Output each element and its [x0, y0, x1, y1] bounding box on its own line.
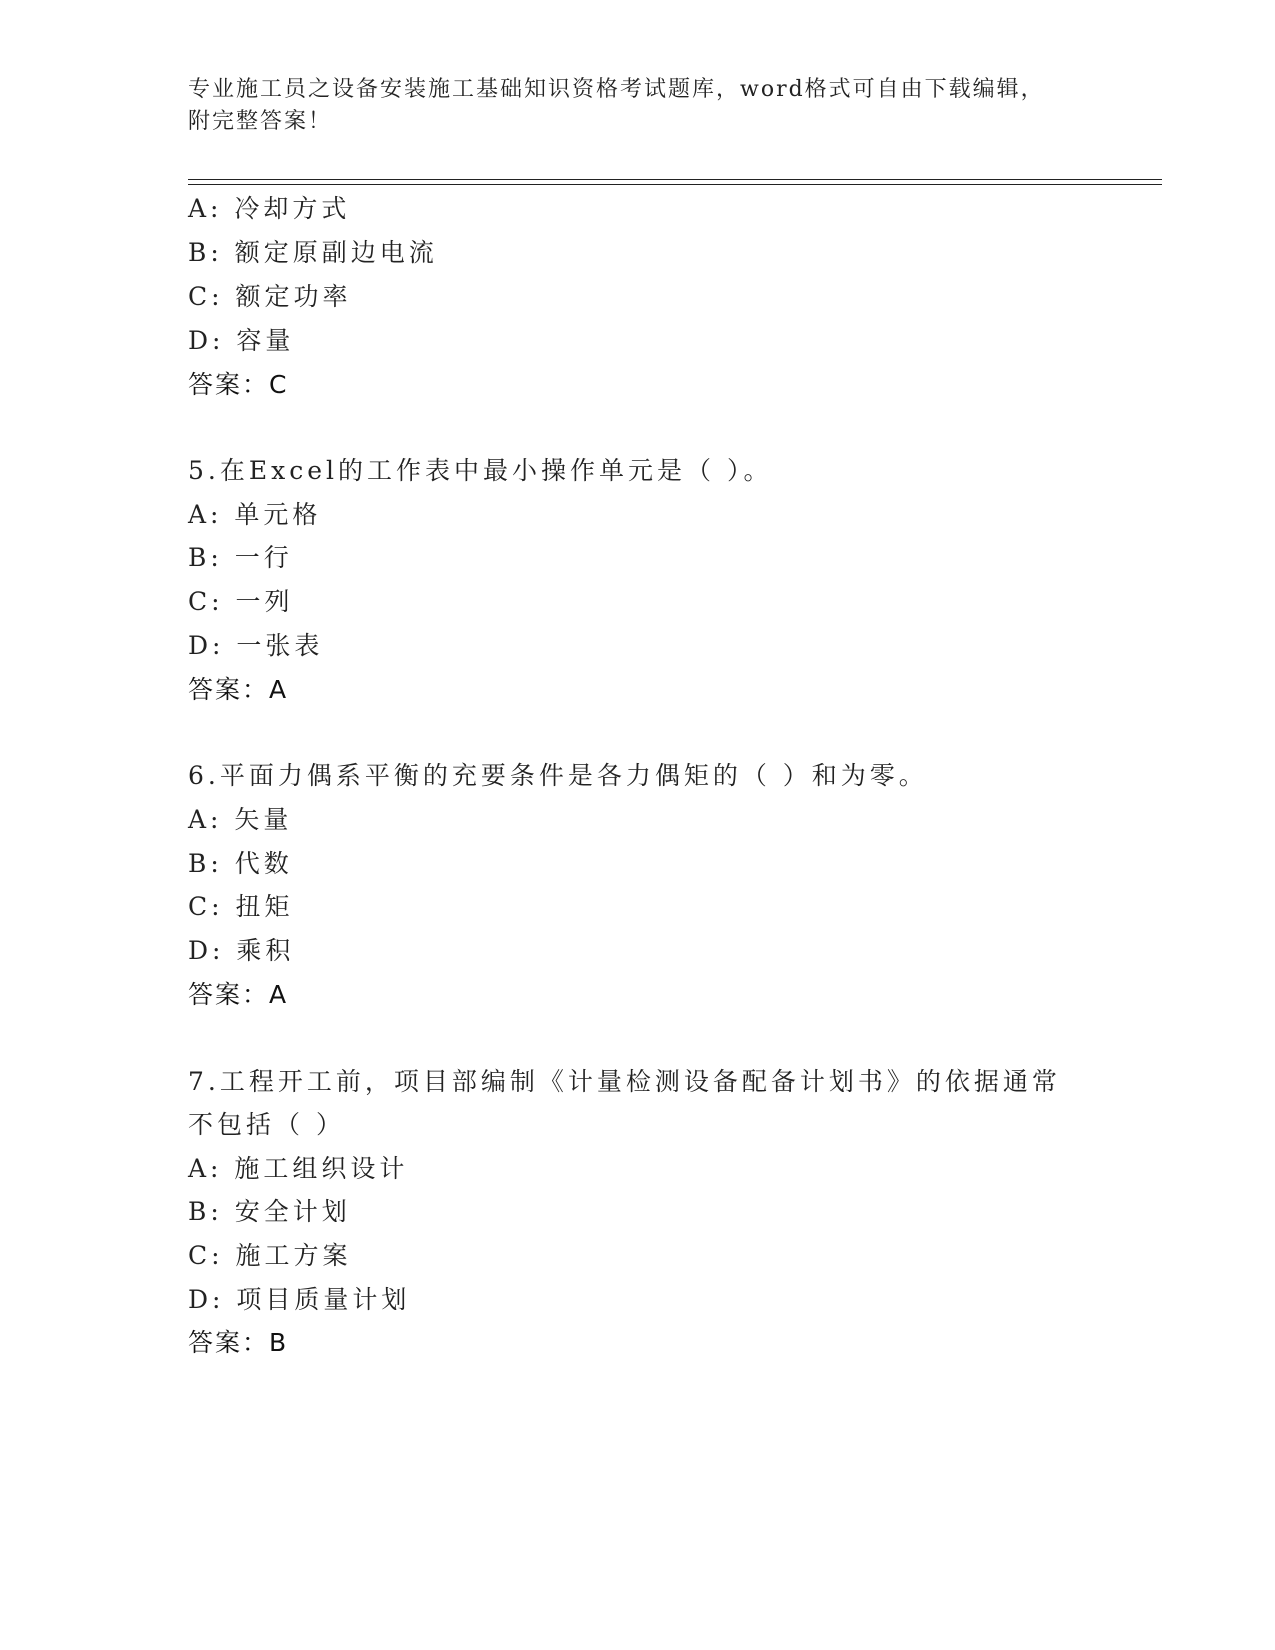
- q6-option-b: B: 代数: [188, 849, 293, 878]
- q7-option-b: B: 安全计划: [188, 1197, 351, 1226]
- q4-option-c: C: 额定功率: [188, 282, 352, 311]
- q7-answer: 答案：B: [188, 1328, 289, 1357]
- q5-answer: 答案：A: [188, 675, 289, 704]
- q7-option-a: A: 施工组织设计: [188, 1154, 409, 1183]
- header-line-2: 附完整答案！: [188, 109, 333, 134]
- q7-question-line-1: 7.工程开工前，项目部编制《计量检测设备配备计划书》的依据通常: [188, 1067, 1061, 1096]
- header-divider-top: [188, 179, 1162, 180]
- q5-option-d: D: 一张表: [188, 631, 324, 660]
- q4-option-d: D: 容量: [188, 326, 295, 355]
- q6-option-a: A: 矢量: [188, 805, 293, 834]
- q5-option-c: C: 一列: [188, 587, 294, 616]
- header-divider-bottom: [188, 184, 1162, 185]
- q5-question: 5.在Excel的工作表中最小操作单元是（ ）。: [188, 456, 773, 485]
- q6-answer: 答案：A: [188, 980, 289, 1009]
- q7-option-c: C: 施工方案: [188, 1241, 352, 1270]
- q6-option-c: C: 扭矩: [188, 892, 294, 921]
- q6-option-d: D: 乘积: [188, 936, 295, 965]
- header-line-1: 专业施工员之设备安装施工基础知识资格考试题库，word格式可自由下载编辑，: [188, 77, 1045, 102]
- q4-answer: 答案：C: [188, 370, 289, 399]
- q4-option-a: A: 冷却方式: [188, 194, 351, 223]
- q6-question: 6.平面力偶系平衡的充要条件是各力偶矩的（ ）和为零。: [188, 761, 928, 790]
- q5-option-b: B: 一行: [188, 543, 293, 572]
- q7-option-d: D: 项目质量计划: [188, 1285, 411, 1314]
- document-header: [188, 74, 1088, 138]
- q7-question-line-2: 不包括（ ）: [188, 1110, 345, 1139]
- q5-option-a: A: 单元格: [188, 500, 322, 529]
- q4-option-b: B: 额定原副边电流: [188, 238, 438, 267]
